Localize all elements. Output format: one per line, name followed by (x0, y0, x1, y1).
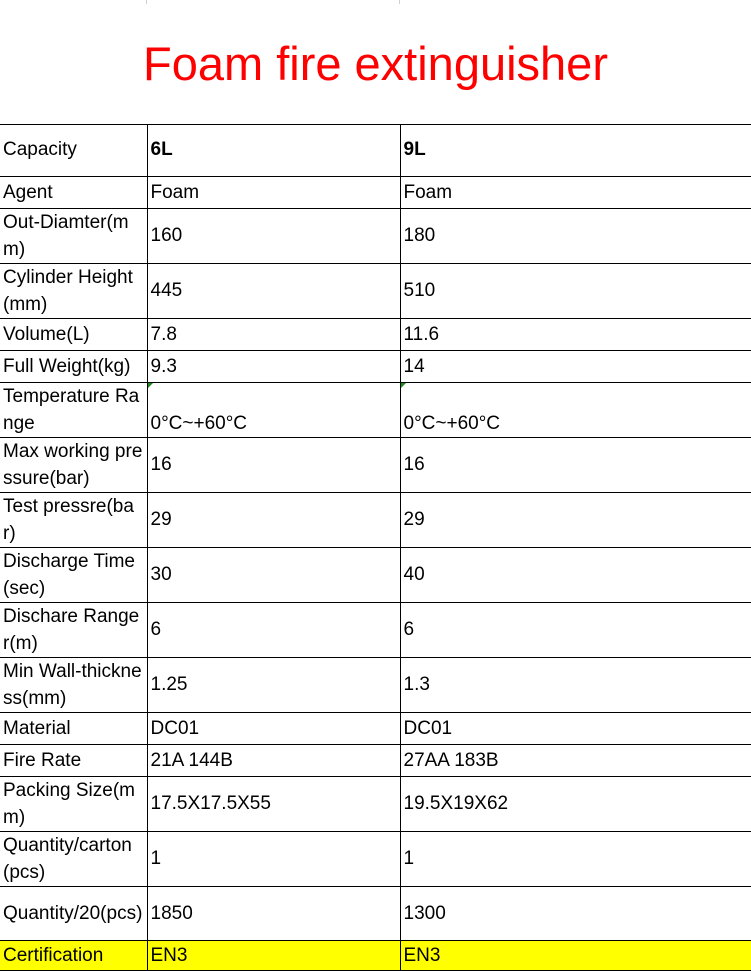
page-title: Foam fire extinguisher (143, 37, 608, 90)
table-row (0, 208, 751, 263)
value-6l-cell: 160 (147, 208, 400, 263)
row-label: Certification (0, 940, 147, 970)
table-row (0, 492, 751, 547)
row-label: Max working pressure(bar) (0, 437, 147, 492)
row-label: Full Weight(kg) (0, 350, 147, 382)
row-label: Capacity (0, 124, 147, 176)
value-9l-cell: 180 (400, 208, 751, 263)
value-9l-cell: 6 (400, 602, 751, 657)
value-9l-cell: 1300 (400, 886, 751, 940)
value-9l-cell: 29 (400, 492, 751, 547)
value-6l-cell: 17.5X17.5X55 (147, 776, 400, 831)
row-label: Quantity/20(pcs) (0, 886, 147, 940)
value-6l-cell: 6 (147, 602, 400, 657)
row-label: Fire Rate (0, 744, 147, 776)
row-label: Quantity/carton(pcs) (0, 831, 147, 886)
value-6l-cell: 7.8 (147, 318, 400, 350)
value-9l-cell: 0°C~+60°C (400, 382, 751, 437)
table-row (0, 602, 751, 657)
row-label: Dischare Ranger(m) (0, 602, 147, 657)
row-label: Packing Size(mm) (0, 776, 147, 831)
column-divider (146, 0, 147, 4)
value-6l-cell: Foam (147, 176, 400, 208)
capacity-6l-cell: 6L (147, 124, 400, 176)
value-6l-cell: 1 (147, 831, 400, 886)
table-row (0, 831, 751, 886)
value-9l-cell: 40 (400, 547, 751, 602)
row-label: Discharge Time(sec) (0, 547, 147, 602)
value-6l-cell: EN3 (147, 940, 400, 970)
row-label: Test pressre(bar) (0, 492, 147, 547)
value-9l-cell: 27AA 183B (400, 744, 751, 776)
table-row (0, 382, 751, 437)
value-6l-cell: 30 (147, 547, 400, 602)
value-9l-cell: Foam (400, 176, 751, 208)
value-9l-cell: EN3 (400, 940, 751, 970)
value-6l-cell: 9.3 (147, 350, 400, 382)
value-6l-cell: 29 (147, 492, 400, 547)
value-9l-cell: 14 (400, 350, 751, 382)
value-9l-cell: 11.6 (400, 318, 751, 350)
table-row (0, 124, 751, 176)
row-label: Out-Diamter(mm) (0, 208, 147, 263)
table-row (0, 712, 751, 744)
value-6l-cell: 1.25 (147, 657, 400, 712)
capacity-9l-cell: 9L (400, 124, 751, 176)
value-6l-cell: 445 (147, 263, 400, 318)
value-6l-cell: 21A 144B (147, 744, 400, 776)
table-row (0, 886, 751, 940)
row-label: Agent (0, 176, 147, 208)
table-row (0, 263, 751, 318)
value-9l-cell: 510 (400, 263, 751, 318)
value-9l-cell: 16 (400, 437, 751, 492)
value-6l-cell: DC01 (147, 712, 400, 744)
value-6l-cell: 1850 (147, 886, 400, 940)
table-row-certification (0, 940, 751, 970)
value-9l-cell: 19.5X19X62 (400, 776, 751, 831)
spec-table (0, 124, 751, 971)
table-row (0, 657, 751, 712)
table-row (0, 744, 751, 776)
table-row (0, 547, 751, 602)
title-band (0, 0, 751, 125)
value-6l-cell: 0°C~+60°C (147, 382, 400, 437)
value-9l-cell: 1 (400, 831, 751, 886)
value-6l-cell: 16 (147, 437, 400, 492)
table-row (0, 318, 751, 350)
table-row (0, 176, 751, 208)
row-label: Cylinder Height(mm) (0, 263, 147, 318)
column-divider (399, 0, 400, 4)
row-label: Material (0, 712, 147, 744)
table-row (0, 437, 751, 492)
row-label: Temperature Range (0, 382, 147, 437)
value-9l-cell: DC01 (400, 712, 751, 744)
row-label: Min Wall-thickness(mm) (0, 657, 147, 712)
row-label: Volume(L) (0, 318, 147, 350)
table-row (0, 350, 751, 382)
value-9l-cell: 1.3 (400, 657, 751, 712)
table-row (0, 776, 751, 831)
